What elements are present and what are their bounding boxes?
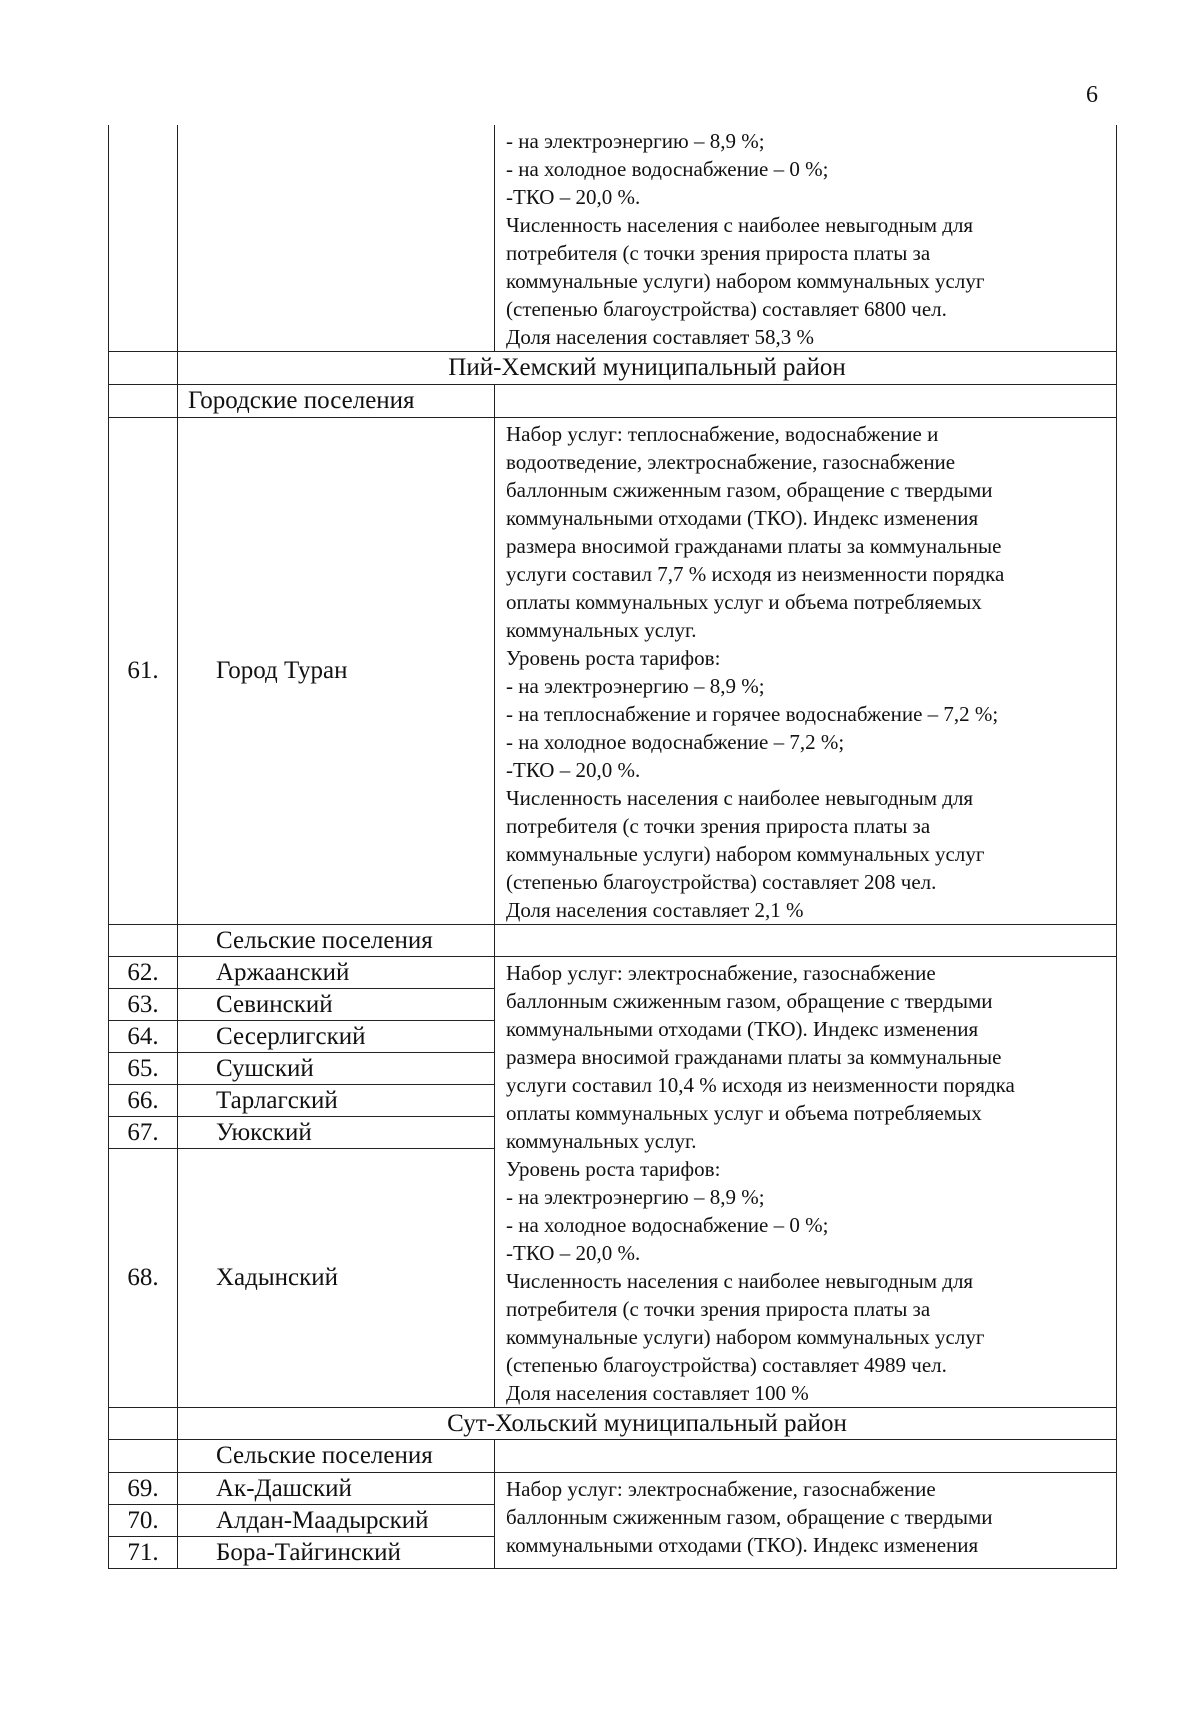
description-line: (степенью благоустройства) составляет 208 чел. [506,870,937,894]
section-row [109,385,1117,418]
description-line: (степенью благоустройства) составляет 4989 чел. [506,1353,947,1377]
description-line: коммунальные услуги) набором коммунальных услуг [506,269,985,293]
district-header-row [109,1408,1117,1440]
district-title: Пий-Хемский муниципальный район [178,352,1117,385]
settlement-name: Бора-Тайгинский [178,1537,495,1569]
description-line: Набор услуг: теплоснабжение, водоснабжение и [506,422,939,446]
row-number: 64. [109,1021,178,1053]
settlement-name: Тарлагский [178,1085,495,1117]
row-number: 62. [109,957,178,989]
table-row [109,957,1117,989]
continuation-description [495,125,1117,352]
district-header-row [109,352,1117,385]
description-line: оплаты коммунальных услуг и объема потребляемых [506,1101,982,1125]
empty-cell [109,1408,178,1440]
settlement-name: Севинский [178,989,495,1021]
description-line: -ТКО – 20,0 %. [506,758,641,782]
description-line: - на электроэнергию – 8,9 %; [506,674,765,698]
description-line: коммунальные услуги) набором коммунальных услуг [506,1325,985,1349]
description-line: баллонным сжиженным газом, обращение с твердыми [506,478,993,502]
description-line: - на теплоснабжение и горячее водоснабжение – 7,2 %; [506,702,999,726]
description-line: Доля населения составляет 58,3 % [506,325,815,349]
row-number: 70. [109,1505,178,1537]
description-line: баллонным сжиженным газом, обращение с твердыми [506,1505,993,1529]
row-number: 71. [109,1537,178,1569]
row-number: 65. [109,1053,178,1085]
section-label: Городские поселения [178,385,495,418]
empty-cell [109,125,178,352]
description-line: коммунальными отходами (ТКО). Индекс изменения [506,1533,979,1557]
description-line: (степенью благоустройства) составляет 6800 чел. [506,297,947,321]
description-line: - на холодное водоснабжение – 0 %; [506,1213,829,1237]
description-line: - на холодное водоснабжение – 0 %; [506,157,829,181]
row-number: 68. [109,1149,178,1408]
description-line: услуги составил 7,7 % исходя из неизменности порядка [506,562,1005,586]
description-line: Доля населения составляет 2,1 % [506,898,804,922]
settlement-name: Уюкский [178,1117,495,1149]
settlement-name: Сушский [178,1053,495,1085]
description-line: коммунальные услуги) набором коммунальных услуг [506,842,985,866]
empty-cell [495,1440,1117,1473]
table-row [109,1473,1117,1505]
description-line: коммунальных услуг. [506,618,697,642]
empty-cell [178,125,495,352]
district-title: Сут-Хольский муниципальный район [178,1408,1117,1440]
description-line: Набор услуг: электроснабжение, газоснабжение [506,1477,936,1501]
settlement-name: Сесерлигский [178,1021,495,1053]
settlement-description [495,1473,1117,1569]
row-number: 61. [109,418,178,925]
section-label: Сельские поселения [178,1440,495,1473]
description-line: коммунальных услуг. [506,1129,697,1153]
section-row [109,925,1117,957]
empty-cell [109,1440,178,1473]
description-line: коммунальными отходами (ТКО). Индекс изменения [506,1017,979,1041]
section-row [109,1440,1117,1473]
description-line: потребителя (с точки зрения прироста платы за [506,1297,931,1321]
settlement-name: Хадынский [178,1149,495,1408]
settlement-name: Город Туран [178,418,495,925]
empty-cell [495,385,1117,418]
row-number: 69. [109,1473,178,1505]
description-line: баллонным сжиженным газом, обращение с твердыми [506,989,993,1013]
description-line: Набор услуг: электроснабжение, газоснабжение [506,961,936,985]
section-label: Сельские поселения [178,925,495,957]
page-number: 6 [1086,82,1098,108]
empty-cell [495,925,1117,957]
description-line: потребителя (с точки зрения прироста платы за [506,241,931,265]
description-line: Численность населения с наиболее невыгодным для [506,213,974,237]
description-line: Уровень роста тарифов: [506,646,721,670]
description-line: - на холодное водоснабжение – 7,2 %; [506,730,845,754]
settlement-description [495,418,1117,925]
description-line: водоотведение, электроснабжение, газоснабжение [506,450,956,474]
description-line: коммунальными отходами (ТКО). Индекс изменения [506,506,979,530]
continuation-row [109,125,1117,352]
description-line: Численность населения с наиболее невыгодным для [506,1269,974,1293]
row-number: 66. [109,1085,178,1117]
description-line: потребителя (с точки зрения прироста платы за [506,814,931,838]
description-line: размера вносимой гражданами платы за коммунальные [506,1045,1002,1069]
row-number: 67. [109,1117,178,1149]
empty-cell [109,925,178,957]
empty-cell [109,352,178,385]
settlement-name: Алдан-Маадырский [178,1505,495,1537]
row-number: 63. [109,989,178,1021]
description-line: -ТКО – 20,0 %. [506,1241,641,1265]
description-line: -ТКО – 20,0 %. [506,185,641,209]
description-line: Доля населения составляет 100 % [506,1381,809,1405]
settlement-description [495,957,1117,1408]
settlement-name: Аржаанский [178,957,495,989]
tariff-table [108,125,1117,1569]
description-line: размера вносимой гражданами платы за коммунальные [506,534,1002,558]
empty-cell [109,385,178,418]
description-line: - на электроэнергию – 8,9 %; [506,1185,765,1209]
settlement-name: Ак-Дашский [178,1473,495,1505]
table-row [109,418,1117,925]
description-line: Уровень роста тарифов: [506,1157,721,1181]
description-line: - на электроэнергию – 8,9 %; [506,129,765,153]
description-line: услуги составил 10,4 % исходя из неизменности порядка [506,1073,1015,1097]
description-line: оплаты коммунальных услуг и объема потребляемых [506,590,982,614]
description-line: Численность населения с наиболее невыгодным для [506,786,974,810]
